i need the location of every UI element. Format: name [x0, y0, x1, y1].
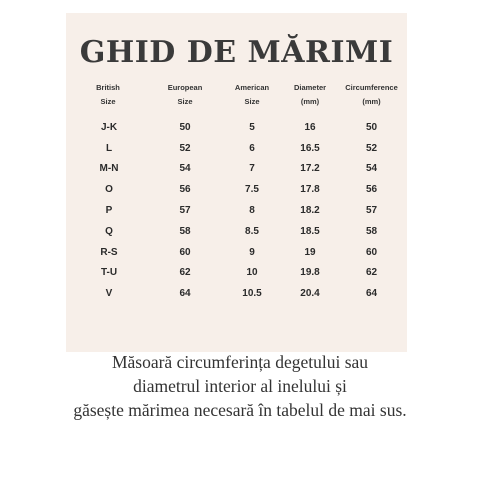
- british-size-cell: O: [105, 184, 113, 196]
- diameter-cell: 19: [304, 246, 316, 258]
- table-row: [66, 221, 407, 242]
- caption-line: diametrul interior al inelului și: [133, 376, 347, 396]
- american-size-cell: 7.5: [245, 184, 259, 196]
- table-row: [66, 200, 407, 221]
- header-unit: Size: [177, 97, 193, 106]
- table-body: [66, 117, 407, 304]
- caption-line: Măsoară circumferința degetului sau: [111, 352, 369, 372]
- header-label: British: [96, 83, 120, 92]
- european-size-cell: 58: [179, 225, 191, 237]
- header-british-size: [66, 81, 150, 117]
- instructions-caption: [0, 350, 480, 422]
- header-label: Diameter: [293, 83, 327, 92]
- header-unit: Size: [100, 97, 116, 106]
- header-unit: Size: [244, 97, 260, 106]
- european-size-cell: 62: [179, 267, 191, 279]
- table-row: [66, 179, 407, 200]
- circumference-cell: 57: [365, 205, 378, 217]
- british-size-cell: Q: [105, 225, 113, 237]
- diameter-cell: 16.5: [300, 142, 320, 154]
- diameter-cell: 18.2: [300, 205, 320, 217]
- british-size-cell: R-S: [100, 246, 118, 258]
- table-header-row: [66, 81, 407, 117]
- header-label: European: [167, 83, 203, 92]
- circumference-cell: 62: [365, 267, 378, 279]
- circumference-cell: 58: [365, 225, 378, 237]
- british-size-cell: J-K: [100, 121, 118, 133]
- header-diameter: [284, 81, 336, 117]
- american-size-cell: 10.5: [242, 288, 262, 300]
- diameter-cell: 17.2: [300, 163, 320, 175]
- american-size-cell: 8: [249, 205, 255, 217]
- header-circumference: [336, 81, 407, 117]
- british-size-cell: M-N: [99, 163, 119, 175]
- circumference-cell: 64: [365, 288, 378, 300]
- european-size-cell: 57: [179, 205, 191, 217]
- british-size-cell: L: [105, 142, 113, 154]
- diameter-cell: 20.4: [300, 288, 320, 300]
- european-size-cell: 52: [179, 142, 191, 154]
- circumference-cell: 56: [365, 184, 378, 196]
- diameter-cell: 17.8: [300, 184, 320, 196]
- table-row: [66, 242, 407, 263]
- american-size-cell: 9: [249, 246, 255, 258]
- header-label: American: [234, 83, 270, 92]
- header-european-size: [150, 81, 220, 117]
- header-label: Circumference: [345, 83, 398, 92]
- american-size-cell: 7: [249, 163, 255, 175]
- size-guide-panel: [66, 13, 407, 352]
- european-size-cell: 56: [179, 184, 191, 196]
- british-size-cell: T-U: [100, 267, 118, 279]
- header-american-size: [220, 81, 284, 117]
- table-row: [66, 138, 407, 159]
- european-size-cell: 50: [179, 121, 191, 133]
- table-row: [66, 117, 407, 138]
- british-size-cell: P: [105, 205, 113, 217]
- table-row: [66, 263, 407, 284]
- european-size-cell: 64: [179, 288, 191, 300]
- diameter-cell: 19.8: [300, 267, 320, 279]
- caption-line: găsește mărimea necesară în tabelul de mai sus.: [73, 400, 407, 420]
- diameter-cell: 16: [304, 121, 316, 133]
- header-unit: (mm): [300, 97, 320, 106]
- circumference-cell: 60: [365, 246, 378, 258]
- american-size-cell: 5: [249, 121, 255, 133]
- british-size-cell: V: [105, 288, 113, 300]
- american-size-cell: 10: [246, 267, 258, 279]
- page-title: GHID DE MĂRIMI: [79, 35, 394, 70]
- table-row: [66, 159, 407, 180]
- header-unit: (mm): [362, 97, 381, 106]
- american-size-cell: 8.5: [245, 225, 259, 237]
- table-row: [66, 283, 407, 304]
- circumference-cell: 50: [365, 121, 378, 133]
- european-size-cell: 60: [179, 246, 191, 258]
- circumference-cell: 52: [365, 142, 378, 154]
- diameter-cell: 18.5: [300, 225, 320, 237]
- european-size-cell: 54: [179, 163, 191, 175]
- circumference-cell: 54: [365, 163, 378, 175]
- american-size-cell: 6: [249, 142, 255, 154]
- ring-size-table: [66, 81, 407, 304]
